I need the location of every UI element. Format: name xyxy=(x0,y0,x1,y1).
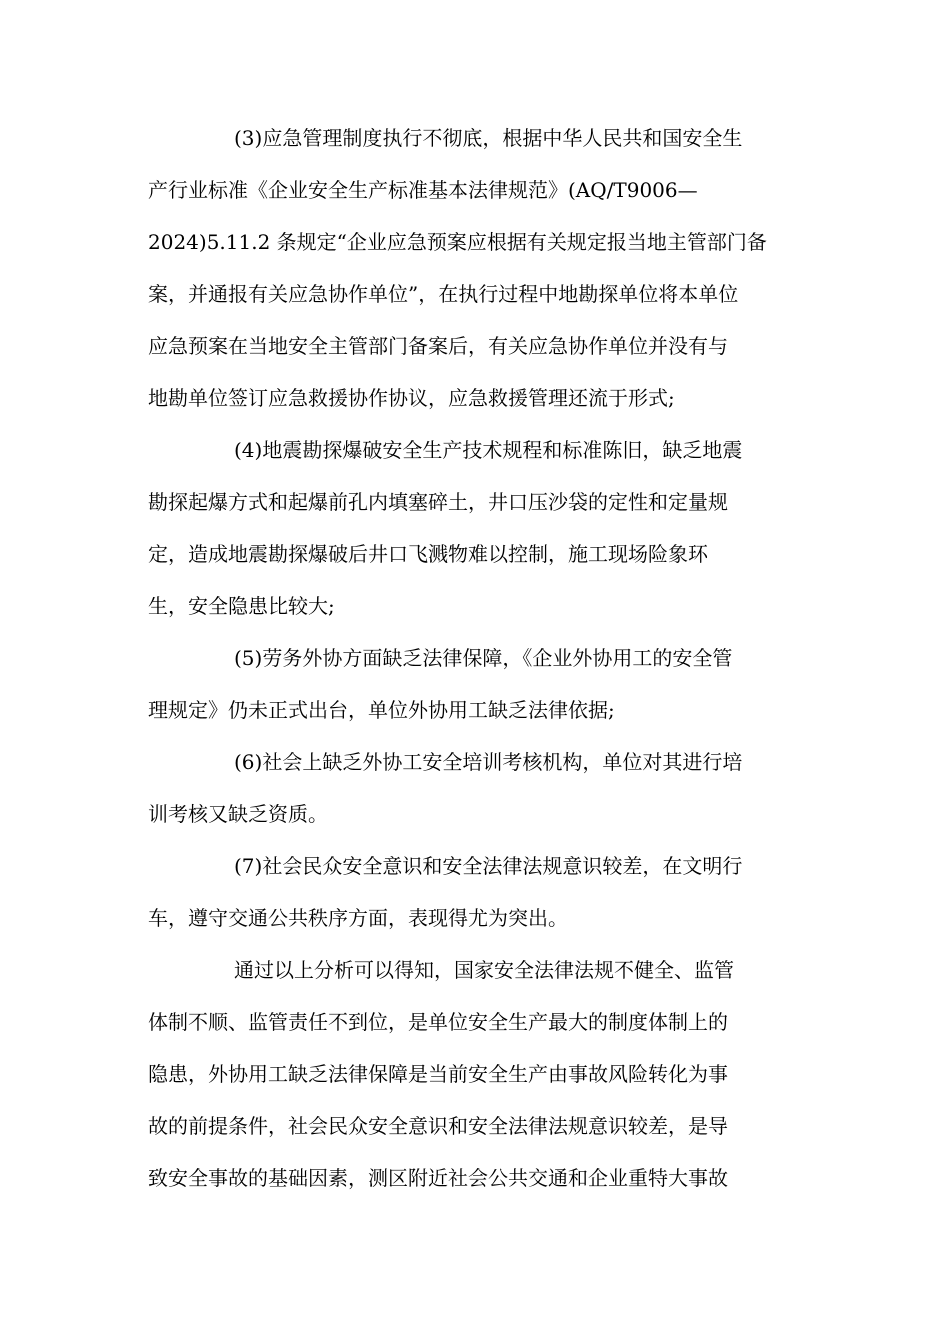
paragraph-4-line-4: 生，安全隐患比较大; xyxy=(148,594,335,618)
paragraph-3-line-4: 案，并通报有关应急协作单位”，在执行过程中地勘探单位将本单位 xyxy=(148,282,739,306)
paragraph-4-line-3: 定，造成地震勘探爆破后井口飞溅物难以控制，施工现场险象环 xyxy=(148,542,708,566)
paragraph-6-line-2: 训考核又缺乏资质。 xyxy=(148,802,328,826)
paragraph-4-line-2: 勘探起爆方式和起爆前孔内填塞碎土，井口压沙袋的定性和定量规 xyxy=(148,490,728,514)
paragraph-7-line-2: 车，遵守交通公共秩序方面，表现得尤为突出。 xyxy=(148,906,568,930)
paragraph-3-line-5: 应急预案在当地安全主管部门备案后，有关应急协作单位并没有与 xyxy=(148,334,728,358)
paragraph-3-line-6: 地勘单位签订应急救援协作协议，应急救援管理还流于形式; xyxy=(148,386,675,410)
paragraph-3-line-1: (3)应急管理制度执行不彻底，根据中华人民共和国安全生 xyxy=(234,126,743,150)
paragraph-3-line-2: 产行业标准《企业安全生产标准基本法律规范》(AQ/T9006— xyxy=(148,178,698,202)
paragraph-6-line-1: (6)社会上缺乏外协工安全培训考核机构，单位对其进行培 xyxy=(234,750,743,774)
paragraph-summary-line-1: 通过以上分析可以得知，国家安全法律法规不健全、监管 xyxy=(234,958,734,982)
paragraph-7-line-1: (7)社会民众安全意识和安全法律法规意识较差，在文明行 xyxy=(234,854,743,878)
paragraph-5-line-1: (5)劳务外协方面缺乏法律保障，《企业外协用工的安全管 xyxy=(234,646,733,670)
paragraph-4-line-1: (4)地震勘探爆破安全生产技术规程和标准陈旧，缺乏地震 xyxy=(234,438,743,462)
paragraph-summary-line-5: 致安全事故的基础因素，测区附近社会公共交通和企业重特大事故 xyxy=(148,1166,728,1190)
paragraph-5-line-2: 理规定》仍未正式出台，单位外协用工缺乏法律依据; xyxy=(148,698,615,722)
paragraph-summary-line-4: 故的前提条件，社会民众安全意识和安全法律法规意识较差，是导 xyxy=(148,1114,728,1138)
paragraph-summary-line-2: 体制不顺、监管责任不到位，是单位安全生产最大的制度体制上的 xyxy=(148,1010,728,1034)
paragraph-3-line-3: 2024)5.11.2 条规定“企业应急预案应根据有关规定报当地主管部门备 xyxy=(148,230,767,254)
paragraph-summary-line-3: 隐患，外协用工缺乏法律保障是当前安全生产由事故风险转化为事 xyxy=(148,1062,728,1086)
body-text xyxy=(148,118,803,1210)
